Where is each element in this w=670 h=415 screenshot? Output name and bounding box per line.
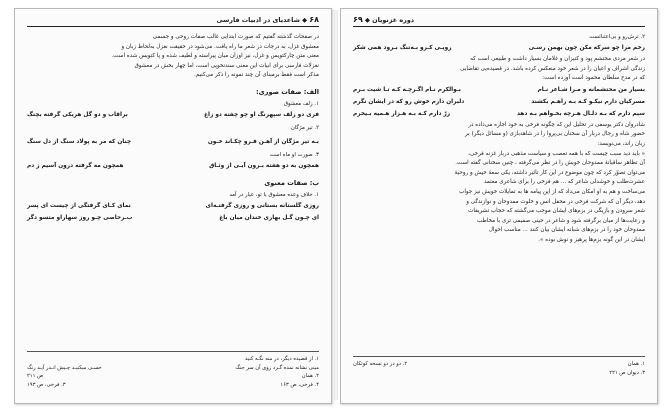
- right-page-header: [353, 15, 645, 27]
- verse-right-hemistich: سیم دارم که بـه دلـال هـرچه بخـواهم بـه دهد: [516, 110, 645, 117]
- verse-left-hemistich: چنان که مر به پولاد سنگ از دل سنگ: [27, 138, 132, 145]
- verse-row: [353, 97, 645, 108]
- footnote-row: [27, 364, 319, 372]
- verse-left-hemistich: نمای کـای گرفتگی از چیست ای پسر: [27, 202, 131, 209]
- footnote-right: مینی نشانه نمده گـرد روی آن سر جنگ: [235, 364, 319, 371]
- verse-left-hemistich: ب‌ـرحاصی چـو روز سهاراو متسو دگر: [27, 214, 133, 221]
- right-footnotes: [353, 356, 645, 377]
- footnote-row: [27, 355, 319, 363]
- right-body-line: در شعر مردی محتشم پود و کنیزان و غلامان بسیار داشت و طبیعی است که: [470, 56, 645, 62]
- right-header-title: دوره غزنویان: [372, 16, 415, 24]
- verse-row: [27, 201, 319, 212]
- footnote-row: [27, 381, 319, 389]
- footnote-right: ۳. دیوان ص ۲۲۱: [609, 369, 645, 376]
- left-page-number: ۶۸ ◆ شاعدیای در ادبیات فارسی: [216, 15, 319, 24]
- verse-row: [353, 43, 645, 54]
- right-header-separator: ◆: [362, 16, 370, 24]
- left-body-line: معنی متن چارکتویس و غزل، نیز اوزان میان پیراسته و لطیف شده و پا کتویس شده است.: [111, 53, 319, 60]
- verse-right-hemistich: رخم مرا چو سرکه مکن چون بهمن رسـی: [528, 45, 645, 51]
- footnote-right: ۱. همان: [627, 361, 645, 368]
- verse-right-hemistich: ای چـون گـل بهاری خندان میان باغ: [219, 214, 319, 221]
- footnote-row: [353, 360, 645, 368]
- footnote-right: ۱. از قصیده دیگر، در منه نگـه کنید: [245, 356, 319, 363]
- right-body-line: « باید دید سبب چیست که با همه تعصب و سیاست مذهبی دربار غزنه فرخی،: [468, 150, 645, 157]
- verse-left-hemistich: رویـی کـرو بـه‌تنگ بـرود همی شکر: [353, 45, 452, 51]
- left-body-line: مذکر است فقط برمبنای آن چند نمونه را ذکر می‌کنیم.: [193, 72, 319, 79]
- footnote-right: ۴. فرخی، ص ۱۶۳: [280, 381, 319, 388]
- book-fold: [334, 10, 338, 400]
- verse-row: [27, 213, 319, 224]
- left-page-header: [27, 15, 319, 27]
- footnote-left: ص ۲۱۱: [27, 373, 44, 380]
- verse-left-hemistich: بـوالکرم نـام اگـرچـه کـه تـا شیت بـرم: [353, 86, 461, 93]
- right-body-line: دهد، دیگر آن که شرکت فرخی در محفل انس و خلوت ممدوحان و نوازندگی و: [466, 198, 645, 205]
- right-body-line: شعر سرودن و بازیگی در بزم‌های ایشان موجب می‌گشته که حجاب تشریفات: [468, 208, 645, 215]
- section-a-sub: ۱. زلف معشوق: [283, 100, 319, 107]
- verse-right-hemistich: روزی گلستانه بستانی و روزی گرفتـه‌ای: [205, 202, 319, 209]
- right-body-line: ایشان در این گونه بزم‌ها پرهیز و نوش بوده ».: [538, 236, 645, 243]
- left-header-separator: ◆: [299, 16, 307, 24]
- section-a-title: الف: صفات صوری:: [255, 87, 319, 96]
- verse-row: [27, 161, 319, 172]
- right-body-line: حضور شاه و رجال دربار آن سخنان بی‌پروا را در شاهدبازی (و مسائل دیگر) بر: [465, 131, 645, 138]
- footnote-left: ۳. فرخی، ص ۱۹۳: [27, 381, 66, 388]
- left-header-title: شاعدیای در ادبیات فارسی: [216, 16, 300, 24]
- section-b-sub: ۱. خلاف وعده معشوق یا تو، عیار در آمد: [229, 191, 319, 198]
- verse-left-hemistich: دلبران دارم خوش رو که در ایشان نگرم: [353, 98, 465, 105]
- right-body-line: می‌ساخت و هم به او امکان می‌داد که از این پیامه ها به تمایلات خویش نیز جواب: [459, 188, 645, 195]
- left-page: [14, 8, 332, 404]
- right-body-line: زندگی اشراف و اعیان را در شعر خود منعکس کرده باشد. در قصیده‌یی تقاضایی: [460, 65, 645, 72]
- footnote-left: ۲. دو در دو نسخه کوتکان: [353, 361, 408, 368]
- right-body-line: شادروان دکتر یوسفی در تحلیل این که چگونه فرخی به خود اجازه می‌داده در: [468, 121, 645, 128]
- right-body-line: ممدوحان خود را در بزم‌های شبانه ایشان بیان کنند ... مناسب احوال: [488, 227, 645, 234]
- verse-right-hemistich: بسیار من محتشمانه و مـرا شـاعر نـام: [537, 86, 645, 93]
- right-body-line: می‌توان تصوّر کرد که چون موضوع در این کار تأثیر داشته، یکی سعهٔ خیش و روحیهٔ: [454, 169, 645, 176]
- right-body-line: و رعایت‌ها از میان برگرفته شود و شاعر در حینی صمیمی تری با مخاطب: [476, 217, 645, 224]
- left-footnotes: [27, 351, 319, 389]
- verse-right-hemistich: فری دو زلف سپهرنگ او چو چفته دو زاغ: [204, 111, 319, 118]
- left-body-line: در صفحات گذشته گفتیم که صورت ابتدایی غالب صفات روحی و جسمی: [152, 34, 319, 40]
- footnote-left: حسـی میکنیـد چـیش انـدر آیـد رنگ: [27, 364, 102, 371]
- right-page: [340, 8, 658, 404]
- footnote-right: ۲. همان: [301, 373, 319, 380]
- right-body-line: آن تظاهر ساقیانهٔ ممدوحان خویش را در نظر می‌گرفته ، چنین سخنانی گفته است.: [455, 160, 645, 167]
- right-body-line: که در مدح سلطان محمود است آورده است:: [542, 75, 645, 82]
- verse-row: [27, 110, 319, 121]
- verse-left-hemistich: همچون مه گرفته درون آسیم ز دم: [27, 162, 124, 169]
- verse-left-hemistich: براقاب و دو گل هریکی گرفته بچنگ: [27, 111, 128, 118]
- verse-right-hemistich: بـه تیر مژگان از آهـن فـرو چکـاند خـون: [207, 138, 319, 145]
- verse-left-hemistich: زرّ دارم کـه بـه هـزار هـمیه بـیخرم: [353, 110, 451, 117]
- verse-row: [353, 85, 645, 96]
- right-body-line: زبان راند، می‌نویسد:: [597, 140, 645, 147]
- section-a-sub: ۲. تیر مژگان: [290, 124, 319, 131]
- right-body-line: عشرت‌طلب و خوشدلی شاعر که ... هم فرخی را برای شاعری معتمد: [483, 179, 645, 186]
- right-intro-sub: ۲. ترش‌رو و بی‌اعتنائست: [589, 34, 645, 40]
- right-page-number: دوره غزنویان ◆ ۶۹: [353, 15, 415, 24]
- verse-right-hemistich: مسرکبان دارم نیکـو کـه بـه راهـم بکشند: [531, 98, 645, 105]
- left-body-line: نغزلات فارسی برای ابیات این معنی سندنخوپی است، اما چهار بخش در معشوق: [134, 62, 319, 69]
- footnote-row: [353, 369, 645, 377]
- verse-right-hemistich: همچون به دو هفته بـرون آیـی از وثـاق: [209, 162, 319, 169]
- footnote-row: [27, 372, 319, 380]
- left-body-line: معشوق غزل، به درجات در شعر ما راه یافت. می‌شود در حقیقت نغزل به‌لحاظ زبان و: [121, 43, 319, 50]
- section-b-title: ب: صفات معنوی: [264, 178, 319, 187]
- verse-row: [353, 109, 645, 120]
- section-a-sub: ۳. صورت او ماه است: [269, 151, 319, 158]
- verse-row: [27, 137, 319, 148]
